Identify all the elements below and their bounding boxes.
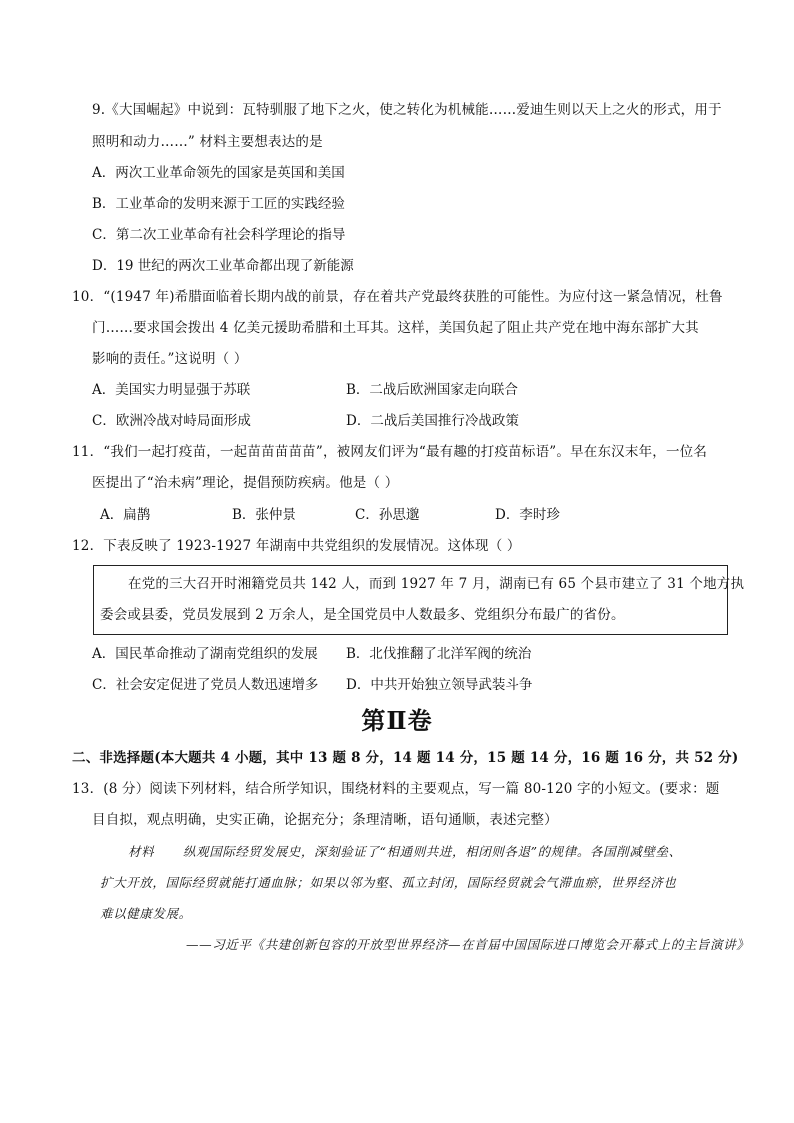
q11-stem-line1: 11．“我们一起打疫苗，一起苗苗苗苗苗”，被网友们评为“最有趣的打疫苗标语”。早在东汉末年，一位名 (72, 444, 708, 460)
q13-material-label: 材料 (128, 844, 155, 859)
q10-stem-line2: 门……要求国会拨出 4 亿美元援助希腊和土耳其。这样，美国负起了阻止共产党在地中海东部扩大其 (92, 320, 699, 336)
q12-stem-line1: 12．下表反映了 1923-1927 年湖南中共党组织的发展情况。这体现（ ） (72, 538, 521, 554)
q12-option-b: B．北伐推翻了北洋军阀的统治 (346, 646, 532, 662)
q13-stem-line2: 目自拟，观点明确，史实正确，论据充分；条理清晰，语句通顺，表述完整） (92, 812, 558, 828)
q10-option-c: C．欧洲冷战对峙局面形成 (92, 413, 251, 429)
q11-stem-line2: 医提出了“治未病”理论，提倡预防疾病。他是（ ） (92, 475, 399, 491)
q11-option-d: D．李时珍 (495, 507, 560, 523)
q13-material-source: ——习近平《共建创新包容的开放型世界经济—在首届中国国际进口博览会开幕式上的主旨演讲》 (186, 937, 750, 952)
q9-stem-line1: 9.《大国崛起》中说到：瓦特驯服了地下之火，使之转化为机械能……爱迪生则以天上之火的形式，用于 (92, 102, 722, 118)
q11-option-a: A．扁鹊 (100, 507, 151, 523)
q10-stem-line3: 影响的责任。”这说明（ ） (92, 351, 248, 367)
q10-stem-line1: 10．“(1947 年)希腊面临着长期内战的前景，存在着共产党最终获胜的可能性。为应付这一紧急情况，杜鲁 (72, 289, 723, 305)
q10-option-d: D．二战后美国推行冷战政策 (346, 413, 519, 429)
q10-option-b: B．二战后欧洲国家走向联合 (346, 382, 518, 398)
q12-box-line2: 委会或县委，党员发展到 2 万余人，是全国党员中人数最多、党组织分布最广的省份。 (100, 607, 625, 623)
q9-option-b: B．工业革命的发明来源于工匠的实践经验 (92, 196, 345, 212)
q11-option-c: C．孙思邈 (355, 507, 420, 523)
q13-material-line1: 纵观国际经贸发展史，深刻验证了“相通则共进，相闭则各退”的规律。各国削减壁垒、 (183, 844, 682, 859)
q13-material-line2: 扩大开放，国际经贸就能打通血脉；如果以邻为壑、孤立封闭，国际经贸就会气滞血瘀，世界经济也 (100, 875, 677, 890)
q11-option-b: B．张仲景 (232, 507, 296, 523)
q12-option-d: D．中共开始独立领导武装斗争 (346, 677, 533, 693)
q13-material-line3: 难以健康发展。 (100, 906, 192, 921)
section-title: 第Ⅱ卷 (361, 706, 433, 735)
q9-option-c: C．第二次工业革命有社会科学理论的指导 (92, 227, 346, 243)
q9-stem-line2: 照明和动力……” 材料主要想表达的是 (92, 134, 323, 150)
q12-option-c: C．社会安定促进了党员人数迅速增多 (92, 677, 319, 693)
section-subtitle: 二、非选择题(本大题共 4 小题，其中 13 题 8 分，14 题 14 分，15 题 14 分，16 题 16 分，共 52 分) (72, 750, 739, 766)
q12-option-a: A．国民革命推动了湖南党组织的发展 (92, 646, 318, 662)
q13-stem-line1: 13．(8 分）阅读下列材料，结合所学知识，围绕材料的主要观点，写一篇 80-120 字的小短文。(要求：题 (72, 781, 720, 797)
q10-option-a: A．美国实力明显强于苏联 (92, 382, 251, 398)
q9-option-d: D．19 世纪的两次工业革命都出现了新能源 (92, 258, 354, 274)
q12-box-line1: 在党的三大召开时湘籍党员共 142 人，而到 1927 年 7 月，湖南已有 65 个县市建立了 31 个地方执 (128, 576, 745, 592)
q9-option-a: A．两次工业革命领先的国家是英国和美国 (92, 165, 345, 181)
